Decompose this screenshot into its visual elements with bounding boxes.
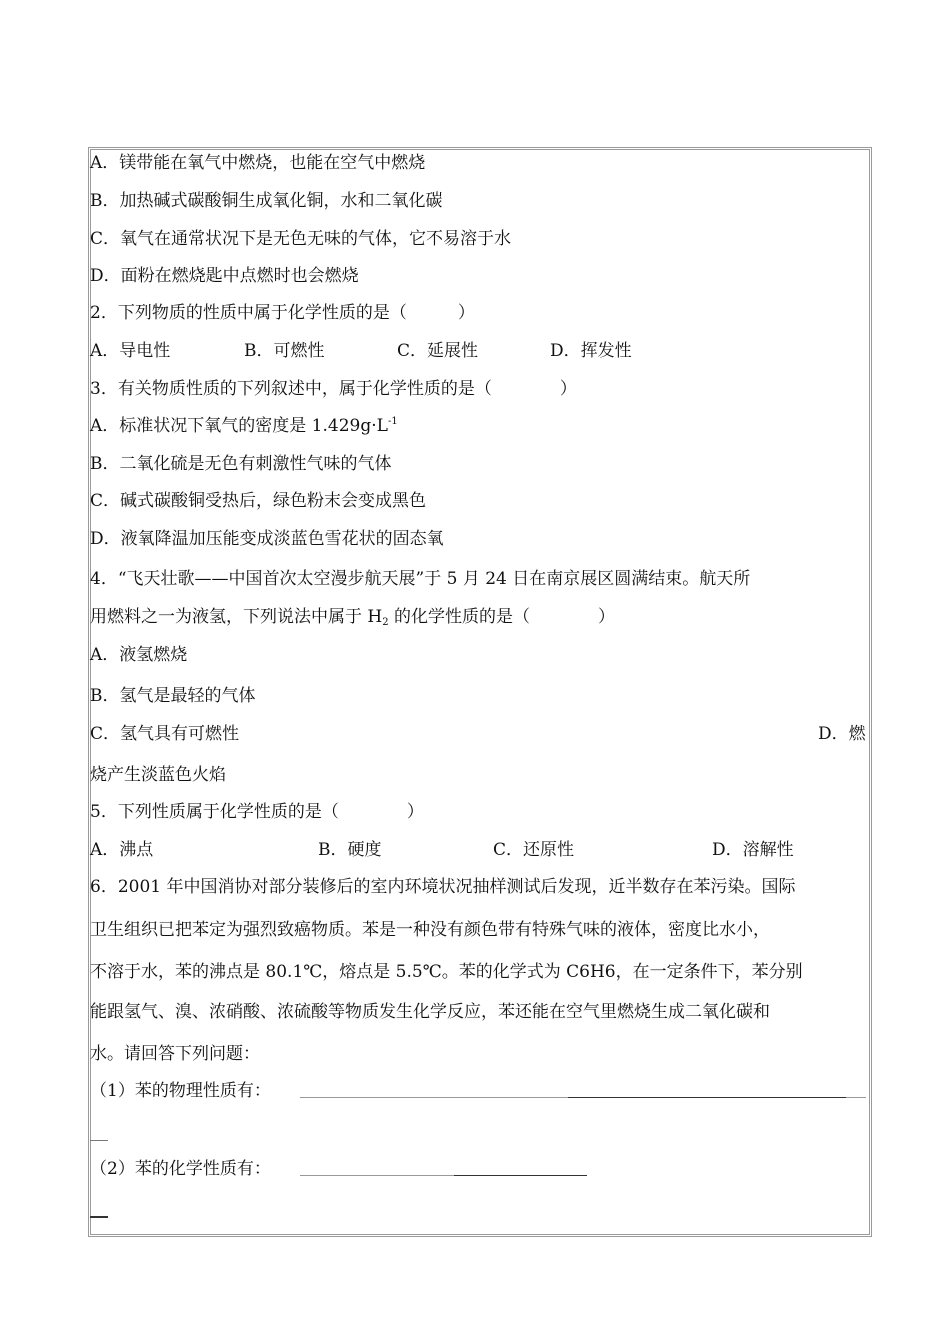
q3-option-a-text: A．标准状况下氧气的密度是 1.429g·L bbox=[90, 416, 388, 436]
q1-option-a: A．镁带能在氧气中燃烧，也能在空气中燃烧 bbox=[90, 153, 426, 173]
q6-sub1-answer-blank-continued bbox=[90, 1140, 108, 1141]
q3-option-b: B．二氧化硫是无色有刺激性气味的气体 bbox=[90, 454, 392, 474]
q1-option-b: B．加热碱式碳酸铜生成氧化铜，水和二氧化碳 bbox=[90, 191, 443, 211]
q6-paragraph-line4: 能跟氢气、溴、浓硝酸、浓硫酸等物质发生化学反应，苯还能在空气里燃烧生成二氧化碳和 bbox=[90, 1002, 770, 1022]
q2-option-c: C．延展性 bbox=[397, 341, 479, 361]
q4-stem-line2 bbox=[90, 606, 615, 628]
q1-option-d: D．面粉在燃烧匙中点燃时也会燃烧 bbox=[90, 266, 359, 286]
q6-sub2-answer-blank-a bbox=[300, 1175, 454, 1176]
q2-option-d: D．挥发性 bbox=[550, 341, 632, 361]
q2-option-a: A．导电性 bbox=[90, 341, 171, 361]
q3-option-a-exponent: -1 bbox=[387, 416, 398, 427]
q6-sub1-answer-blank-a bbox=[300, 1097, 568, 1098]
q1-option-c: C．氧气在通常状况下是无色无味的气体，它不易溶于水 bbox=[90, 229, 512, 249]
q4-stem-line2-post: 的化学性质的是（ ） bbox=[388, 607, 616, 627]
q2-option-b: B．可燃性 bbox=[244, 341, 325, 361]
q5-stem: 5．下列性质属于化学性质的是（ ） bbox=[90, 802, 424, 822]
q4-option-a: A．液氢燃烧 bbox=[90, 645, 188, 665]
q4-option-c: C．氢气具有可燃性 bbox=[90, 724, 240, 744]
q4-stem-h2-subscript: 2 bbox=[382, 617, 389, 628]
q6-sub2-answer-blank-continued bbox=[90, 1216, 108, 1218]
q6-paragraph-line2: 卫生组织已把苯定为强烈致癌物质。苯是一种没有颜色带有特殊气味的液体，密度比水小， bbox=[90, 920, 770, 940]
q6-paragraph-line1: 6．2001 年中国消协对部分装修后的室内环境状况抽样测试后发现，近半数存在苯污染。国际 bbox=[90, 877, 796, 897]
q5-option-d: D．溶解性 bbox=[712, 840, 794, 860]
q6-sub1-label: （1）苯的物理性质有： bbox=[90, 1081, 271, 1101]
q6-sub2-answer-blank-b bbox=[454, 1175, 587, 1176]
q4-option-b: B．氢气是最轻的气体 bbox=[90, 686, 256, 706]
q4-option-d-continued: 烧产生淡蓝色火焰 bbox=[90, 765, 226, 785]
q3-option-d: D．液氧降温加压能变成淡蓝色雪花状的固态氧 bbox=[90, 529, 444, 549]
q6-sub2-label: （2）苯的化学性质有： bbox=[90, 1159, 271, 1179]
q5-option-c: C．还原性 bbox=[493, 840, 575, 860]
q4-option-d-start: D．燃 bbox=[818, 724, 866, 744]
q6-sub1-answer-blank-c bbox=[846, 1097, 866, 1098]
q4-stem-line1: 4．“飞天壮歌——中国首次太空漫步航天展”于 5 月 24 日在南京展区圆满结束。航天所 bbox=[90, 569, 751, 589]
q5-option-a: A．沸点 bbox=[90, 840, 154, 860]
q3-option-a bbox=[90, 415, 398, 437]
q6-paragraph-line5: 水。请回答下列问题： bbox=[90, 1044, 260, 1064]
q3-stem: 3．有关物质性质的下列叙述中，属于化学性质的是（ ） bbox=[90, 379, 577, 399]
q6-paragraph-line3: 不溶于水，苯的沸点是 80.1℃，熔点是 5.5℃。苯的化学式为 C6H6，在一定条件下，苯分别 bbox=[90, 962, 803, 982]
q3-option-c: C．碱式碳酸铜受热后，绿色粉末会变成黑色 bbox=[90, 491, 427, 511]
q6-sub1-answer-blank-b bbox=[568, 1097, 846, 1098]
q4-stem-line2-pre: 用燃料之一为液氢，下列说法中属于 H bbox=[90, 607, 383, 627]
q2-stem: 2．下列物质的性质中属于化学性质的是（ ） bbox=[90, 303, 475, 323]
q5-option-b: B．硬度 bbox=[318, 840, 382, 860]
